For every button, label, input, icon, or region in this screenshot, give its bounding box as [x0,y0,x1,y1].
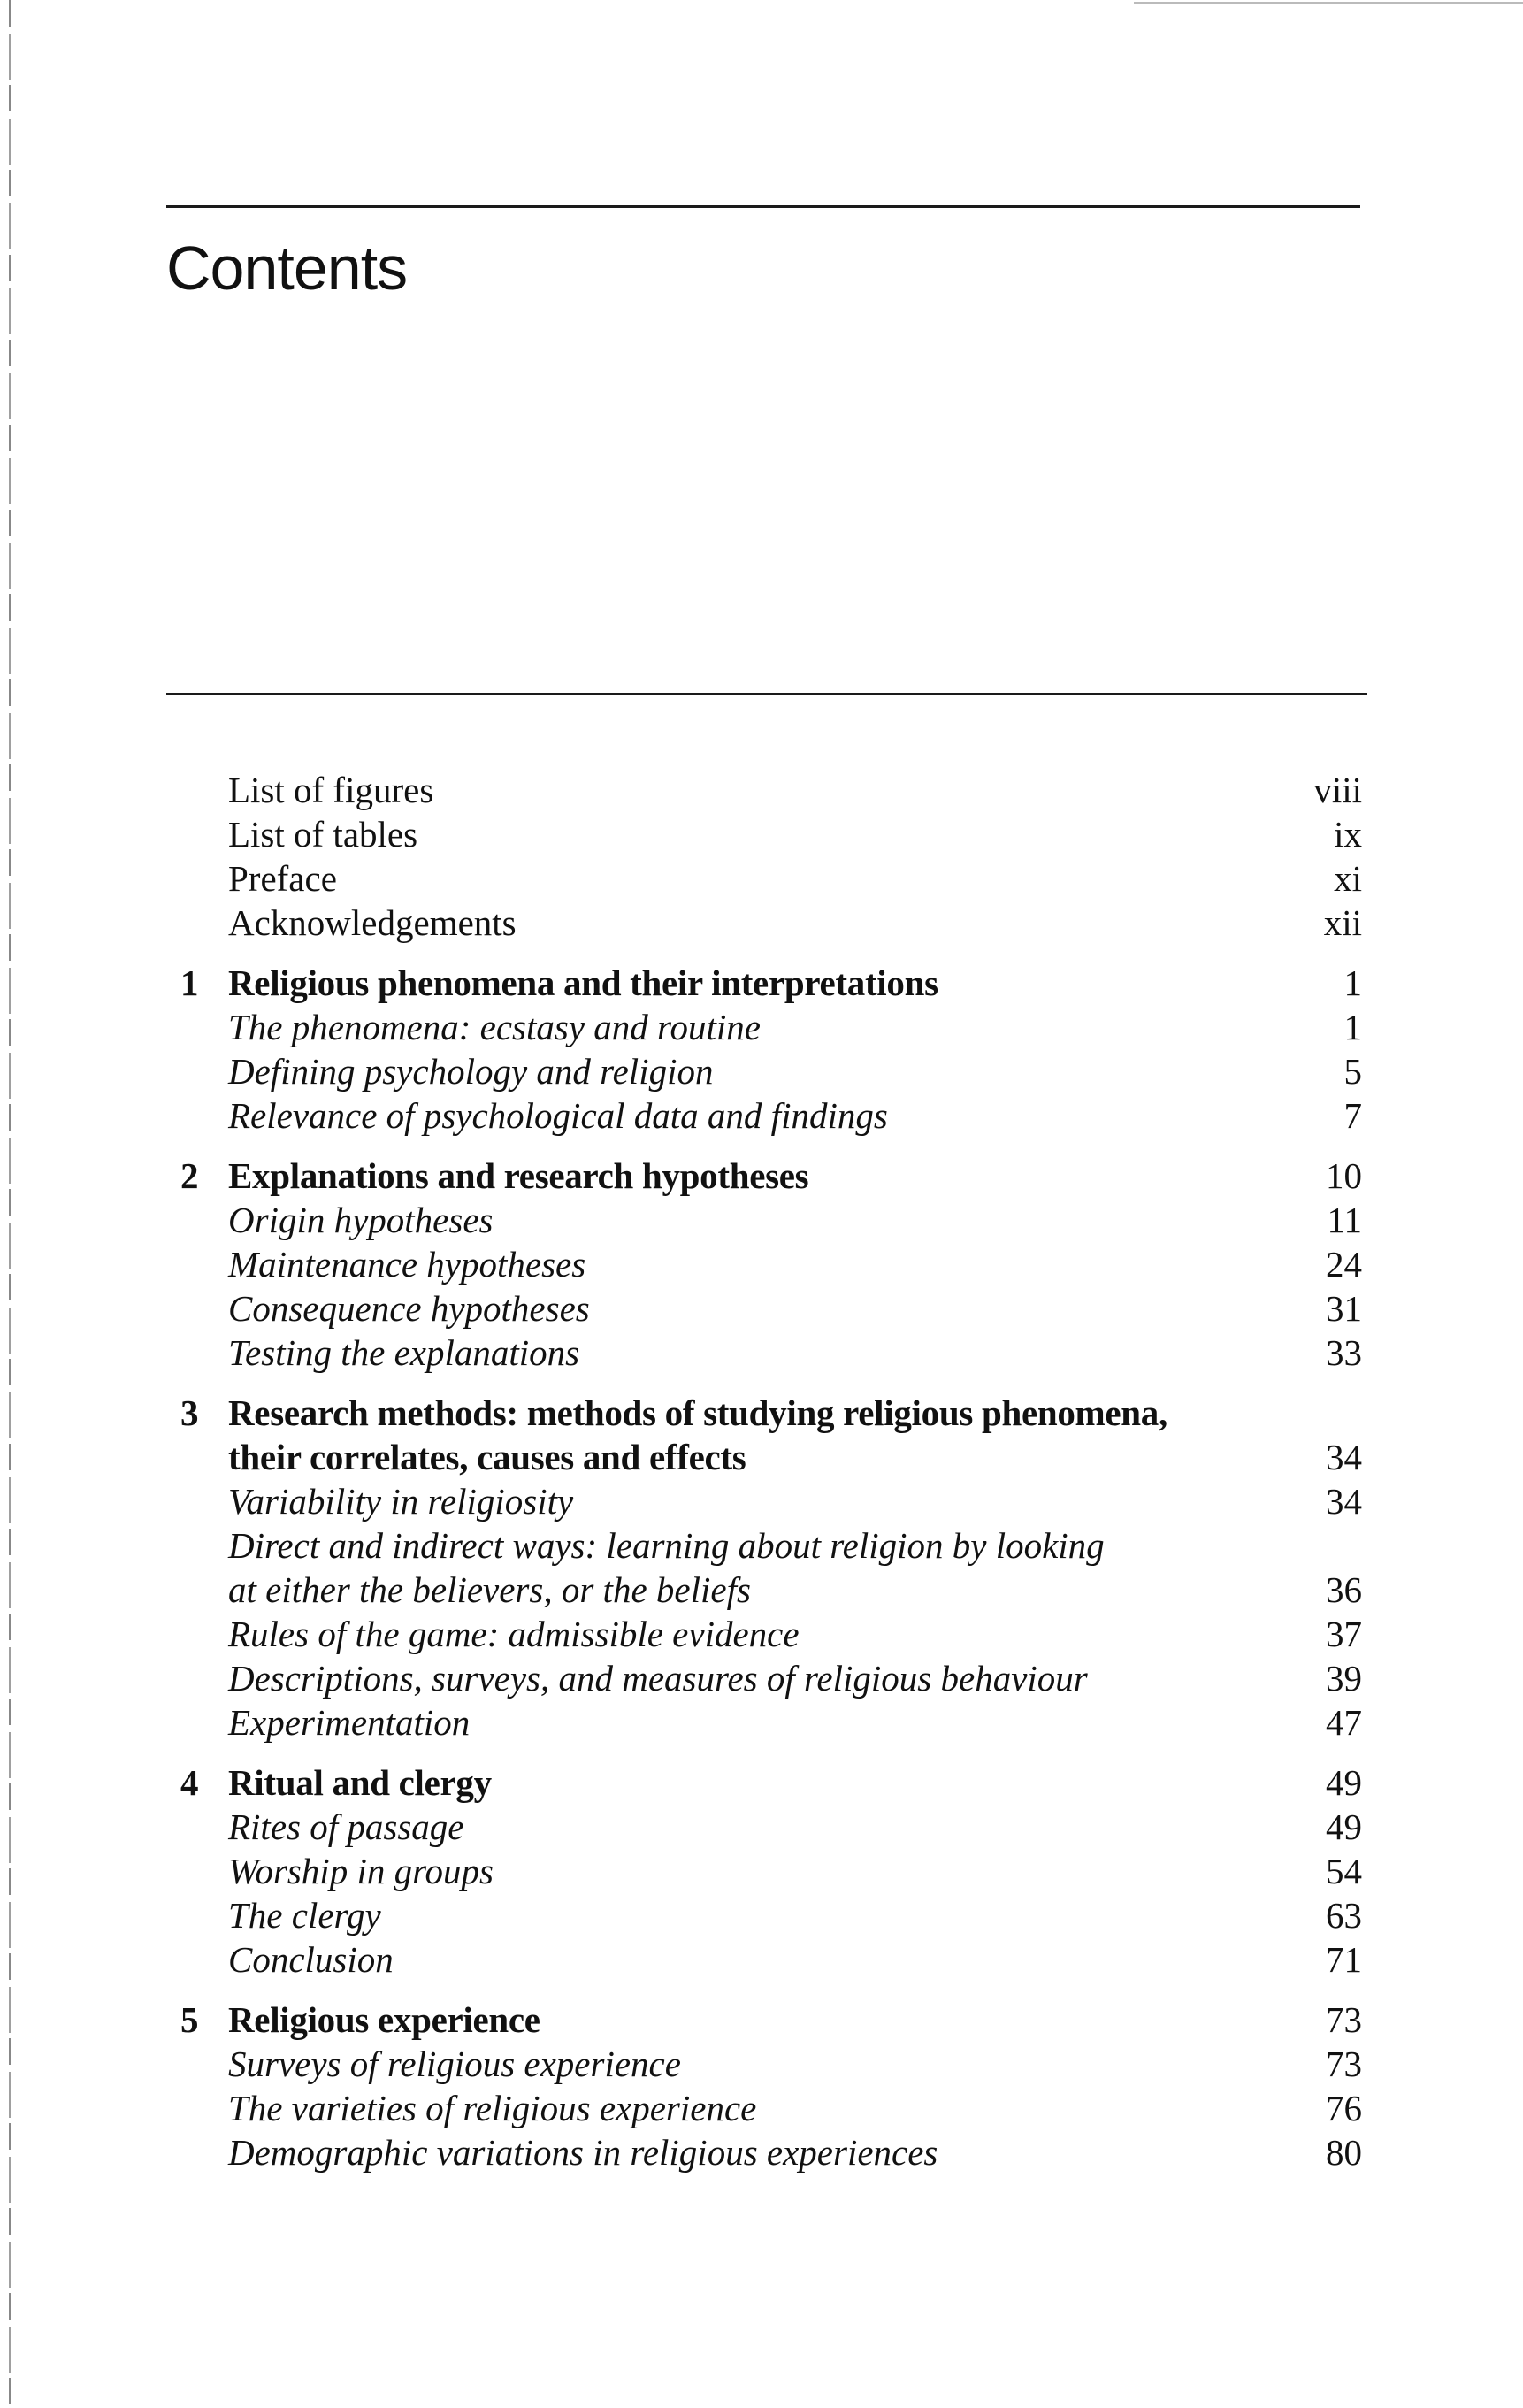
toc-entry-label: Preface [228,858,337,899]
section-entry[interactable] [168,1937,1362,1982]
chapter-page: 10 [1326,1155,1362,1196]
section-entry[interactable] [168,1198,1362,1242]
chapter-heading-continued[interactable] [168,1435,1362,1479]
section-title: Variability in religiosity [228,1481,574,1522]
section-title: Rites of passage [228,1806,464,1847]
chapter-5 [168,1998,1362,2174]
section-page: 73 [1326,2044,1362,2084]
section-title-line-2: at either the believers, or the beliefs [228,1569,751,1610]
page-title: Contents [166,234,408,303]
section-page: 33 [1326,1332,1362,1373]
section-title: The phenomena: ecstasy and routine [228,1007,761,1047]
toc-entry-label: Acknowledgements [228,902,517,943]
section-page: 63 [1326,1895,1362,1936]
toc-entry[interactable] [168,768,1362,812]
toc-entry-page: xii [1323,902,1362,943]
section-entry[interactable] [168,1479,1362,1523]
chapter-heading[interactable] [168,1998,1362,2042]
chapter-number: 1 [180,962,199,1003]
section-page: 24 [1326,1244,1362,1285]
section-page: 11 [1327,1200,1362,1240]
chapter-4 [168,1760,1362,1982]
section-entry[interactable] [168,1005,1362,1049]
section-page: 37 [1326,1614,1362,1654]
chapter-heading[interactable] [168,961,1362,1005]
chapter-page: 73 [1326,1999,1362,2040]
section-title-line-1: Direct and indirect ways: learning about religion by looking [228,1525,1105,1566]
chapter-number: 3 [180,1392,199,1433]
section-title: Defining psychology and religion [228,1051,714,1092]
chapter-number: 2 [180,1155,199,1196]
toc-entry-label: List of figures [228,770,434,810]
toc-entry[interactable] [168,856,1362,901]
section-page: 7 [1343,1095,1362,1136]
chapter-page: 1 [1343,962,1362,1003]
section-page: 47 [1326,1702,1362,1743]
chapter-number: 5 [180,1999,199,2040]
chapter-3 [168,1391,1362,1745]
section-title: Rules of the game: admissible evidence [228,1614,800,1654]
toc-entry-page: ix [1334,814,1362,855]
section-entry[interactable] [168,1805,1362,1849]
section-entry[interactable] [168,2042,1362,2086]
section-page: 5 [1343,1051,1362,1092]
top-rule [166,205,1360,208]
section-page: 71 [1326,1939,1362,1980]
front-matter [168,768,1362,945]
section-page: 54 [1326,1851,1362,1891]
section-entry[interactable] [168,1700,1362,1745]
chapter-number: 4 [180,1762,199,1803]
chapter-heading[interactable] [168,1391,1362,1435]
section-title: The varieties of religious experience [228,2088,757,2128]
section-page: 36 [1326,1569,1362,1610]
scan-edge-top [1134,2,1523,4]
section-entry[interactable] [168,1523,1362,1568]
section-page: 31 [1326,1288,1362,1329]
chapter-title: Religious experience [228,1999,540,2040]
section-title: Worship in groups [228,1851,494,1891]
section-page: 49 [1326,1806,1362,1847]
section-entry-continued[interactable] [168,1568,1362,1612]
scan-edge-left [9,0,11,2408]
section-title: The clergy [228,1895,381,1936]
section-entry[interactable] [168,2130,1362,2174]
section-entry[interactable] [168,1849,1362,1893]
toc-entry-label: List of tables [228,814,418,855]
section-title: Relevance of psychological data and findings [228,1095,888,1136]
chapter-title-line-2: their correlates, causes and effects [228,1437,746,1477]
chapter-2 [168,1154,1362,1375]
section-rule [166,693,1367,695]
section-title: Descriptions, surveys, and measures of religious behaviour [228,1658,1088,1699]
section-page: 76 [1326,2088,1362,2128]
toc-entry[interactable] [168,901,1362,945]
chapter-heading[interactable] [168,1760,1362,1805]
section-entry[interactable] [168,1331,1362,1375]
section-page: 80 [1326,2132,1362,2173]
chapter-title-line-1: Research methods: methods of studying religious phenomena, [228,1392,1167,1433]
section-entry[interactable] [168,1093,1362,1138]
section-title: Experimentation [228,1702,471,1743]
section-title: Conclusion [228,1939,394,1980]
toc-entry-page: xi [1334,858,1362,899]
chapter-page: 34 [1326,1437,1362,1477]
chapter-heading[interactable] [168,1154,1362,1198]
section-title: Maintenance hypotheses [228,1244,586,1285]
chapter-title: Religious phenomena and their interpretations [228,962,938,1003]
section-title: Demographic variations in religious experiences [228,2132,938,2173]
table-of-contents [168,768,1362,2190]
chapter-title: Explanations and research hypotheses [228,1155,809,1196]
section-title: Origin hypotheses [228,1200,494,1240]
section-entry[interactable] [168,1893,1362,1937]
section-entry[interactable] [168,1049,1362,1093]
section-page: 1 [1343,1007,1362,1047]
section-title: Consequence hypotheses [228,1288,590,1329]
section-title: Testing the explanations [228,1332,580,1373]
toc-entry[interactable] [168,812,1362,856]
section-entry[interactable] [168,1656,1362,1700]
section-entry[interactable] [168,1286,1362,1331]
section-entry[interactable] [168,2086,1362,2130]
section-title: Surveys of religious experience [228,2044,681,2084]
section-page: 34 [1326,1481,1362,1522]
section-page: 39 [1326,1658,1362,1699]
toc-entry-page: viii [1313,770,1362,810]
section-entry[interactable] [168,1612,1362,1656]
section-entry[interactable] [168,1242,1362,1286]
chapter-page: 49 [1326,1762,1362,1803]
chapter-1 [168,961,1362,1138]
chapter-title: Ritual and clergy [228,1762,492,1803]
